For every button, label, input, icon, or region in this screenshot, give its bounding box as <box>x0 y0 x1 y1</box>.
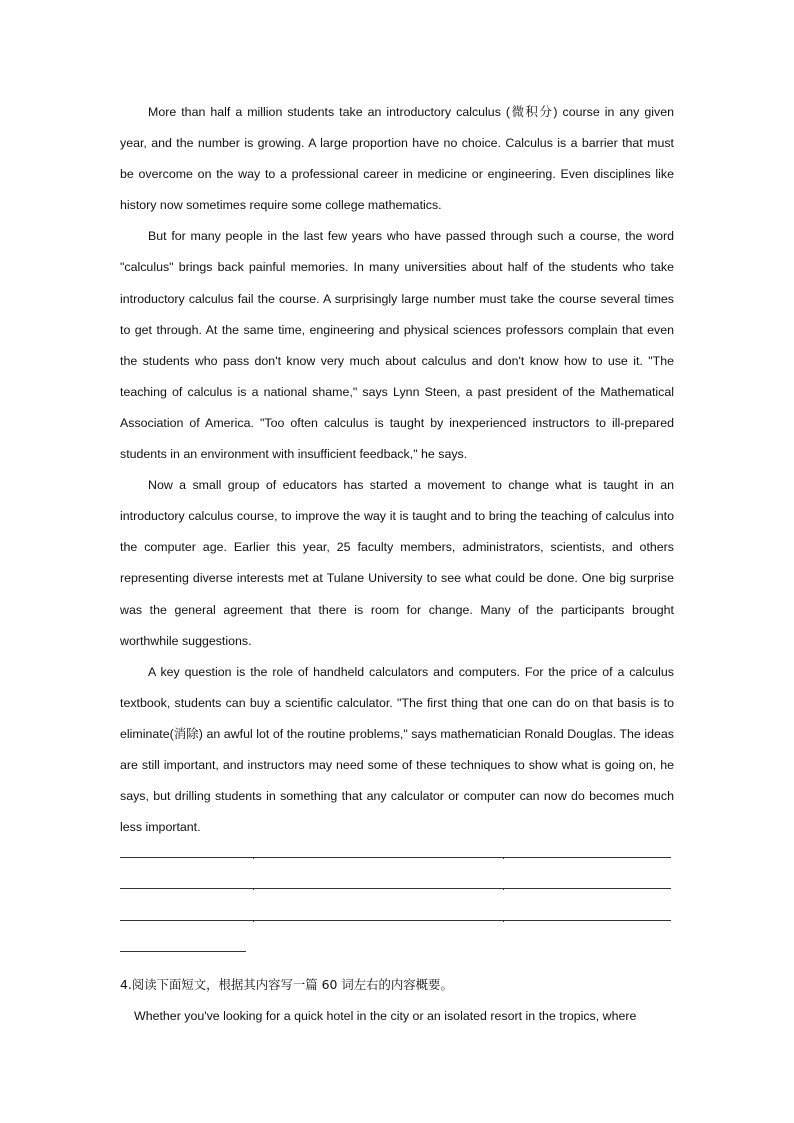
task-4-heading: 4.阅读下面短文，根据其内容写一篇 60 词左右的内容概要。 <box>120 977 453 992</box>
passage-paragraph-1: More than half a million students take an introductory calculus (微积分) course in any given year, and the number is growing. A large proportion have no choice. Calculus is a barrier that must be overcome on the way to a professional career in medicine or engineering. Even disciplines like history now sometimes require some college mathematics. <box>120 105 674 213</box>
answer-lines <box>120 849 674 945</box>
answer-line <box>120 920 671 921</box>
passage-paragraph-4: A key question is the role of handheld calculators and computers. For the price of a calculus textbook, students can buy a scientific calculator. "The first thing that one can do on that basis is to eliminate(消除) an awful lot of the routine problems," says mathematician Ronald Douglas. The ideas are still important, and instructors may need some of these techniques to show what is going on, he says, but drilling students in something that any calculator or computer can now do becomes much less important. <box>120 664 674 835</box>
section-divider-rule <box>120 951 246 952</box>
passage-paragraph-2: But for many people in the last few years who have passed through such a course, the word "calculus" brings back painful memories. In many universities about half of the students who take introductory calculus fail the course. A surprisingly large number must take the course several times to get through. At the same time, engineering and physical sciences professors complain that even the students who pass don't know very much about calculus and don't know how to use it. "The teaching of calculus is a national shame," says Lynn Steen, a past president of the Mathematical Association of America. "Too often calculus is taught by inexperienced instructors to ill-prepared students in an environment with insufficient feedback," he says. <box>120 229 674 462</box>
task-4-passage-start: Whether you've looking for a quick hotel in the city or an isolated resort in the tropics, where <box>134 1009 637 1023</box>
answer-line <box>120 857 671 858</box>
passage-paragraph-3: Now a small group of educators has started a movement to change what is taught in an introductory calculus course, to improve the way it is taught and to bring the teaching of calculus into the computer age. Earlier this year, 25 faculty members, administrators, scientists, and others representing diverse interests met at Tulane University to see what could be done. One big surprise was the general agreement that there is room for change. Many of the participants brought worthwhile suggestions. <box>120 478 674 648</box>
answer-line <box>120 888 671 889</box>
document-page <box>120 97 674 1023</box>
